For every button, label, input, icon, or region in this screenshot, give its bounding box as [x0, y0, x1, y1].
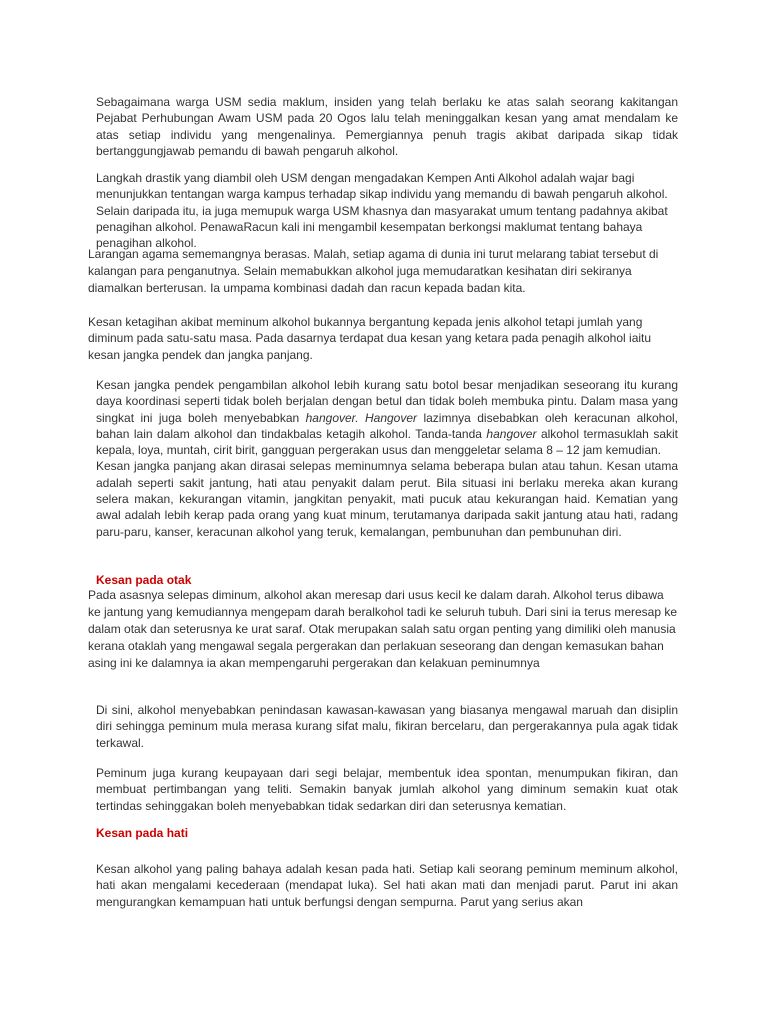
jangka-pendek-text-2: lazimnya disebabkan oleh keracunan alkohol, bahan lain dalam alkohol dan tindakbalas ketagih alkohol. Tanda-tanda — [96, 410, 678, 441]
heading-kesan-pada-hati: Kesan pada hati — [96, 826, 189, 840]
hangover-italic-1: hangover. Hangover — [305, 410, 418, 425]
paragraph-penindasan: Di sini, alkohol menyebabkan penindasan kawasan-kawasan yang biasanya mengawal maruah dan disiplin diri sehingga peminum mula merasa kurang sifat malu, fikiran bercelaru, dan pergerakannya pula agak tidak terkawal. — [96, 703, 678, 750]
jangka-panjang-text: Kesan jangka panjang akan dirasai selepas meminumnya selama beberapa bulan atau tahun. Kesan utama adalah seperti sakit jantung, hati atau penyakit dalam perut. Bila situasi ini berlaku mereka akan kurang selera makan, kekurangan vitamin, jangkitan penyakit, mati pucuk atau kekurangan haid. Kematian yang awal adalah lebih kerap pada orang yang kuat minum, terutamanya daripada sakit jantung atau hati, radang paru-paru, kanser, keracunan alkohol yang teruk, kemalangan, pembunuhan dan pembunuhan diri. — [96, 459, 678, 539]
paragraph-intro: Sebagaimana warga USM sedia maklum, insiden yang telah berlaku ke atas salah seorang kakitangan Pejabat Perhubungan Awam USM pada 20 Ogos lalu telah meninggalkan kesan yang amat mendalam ke atas setiap individu yang mengenalinya. Pemergiannya penuh tragis akibat daripada sikap tidak bertanggungjawab pemandu di bawah pengaruh alkohol. — [96, 95, 678, 158]
paragraph-kesan-otak: Pada asasnya selepas diminum, alkohol akan meresap dari usus kecil ke dalam darah. Alkohol terus dibawa ke jantung yang kemudiannya mengepam darah beralkohol tadi ke seluruh tubuh. Dari sini ia terus meresap ke dalam otak dan seterusnya ke urat saraf. Otak merupakan salah satu organ penting yang dimiliki oleh manusia kerana otaklah yang mengawal segala pergerakan dan perlakuan seseorang dan dengan kemasukan bahan asing ini ke dalamnya ia akan mempengaruhi pergerakan dan kelakuan peminumnya — [88, 588, 678, 670]
paragraph-kesan-ketagihan: Kesan ketagihan akibat meminum alkohol bukannya bergantung kepada jenis alkohol tetapi jumlah yang diminum pada satu-satu masa. Pada dasarnya terdapat dua kesan yang ketara pada penagih alkohol iaitu kesan jangka pendek dan jangka panjang. — [88, 315, 652, 362]
jangka-pendek-text-1: Kesan jangka pendek pengambilan alkohol lebih kurang satu botol besar menjadikan seseorang itu kurang daya koordinasi seperti tidak boleh berjalan dengan betul dan tidak boleh membuka pintu. Dalam masa yang singkat ini juga boleh menyebabkan — [96, 378, 678, 425]
paragraph-larangan-agama: Larangan agama sememangnya berasas. Malah, setiap agama di dunia ini turut melarang tabiat tersebut di kalangan para penganutnya. Selain memabukkan alkohol juga memudaratkan kesihatan diri sekiranya diamalkan berterusan. Ia umpama kombinasi dadah dan racun kepada badan kita. — [88, 247, 659, 295]
paragraph-kempen: Langkah drastik yang diambil oleh USM dengan mengadakan Kempen Anti Alkohol adalah wajar bagi menunjukkan tentangan warga kampus terhadap sikap individu yang memandu di bawah pengaruh alkohol. Selain daripada itu, ia juga memupuk warga USM khasnya dan masyarakat umum tentang padahnya akibat penagihan alkohol. PenawaRacun kali ini mengambil kesempatan berkongsi maklumat tentang bahaya penagihan alkohol. — [96, 171, 668, 251]
paragraph-kesan-jangka — [96, 377, 678, 540]
hangover-italic-2: hangover — [486, 426, 537, 441]
paragraph-keupayaan: Peminum juga kurang keupayaan dari segi belajar, membentuk idea spontan, menumpukan fikiran, dan membuat pertimbangan yang teliti. Semakin banyak jumlah alkohol yang diminum semakin kuat otak tertindas sehinggakan boleh menyebabkan tidak sedarkan diri dan seterusnya kematian. — [96, 766, 678, 813]
paragraph-kesan-hati: Kesan alkohol yang paling bahaya adalah kesan pada hati. Setiap kali seorang peminum meminum alkohol, hati akan mengalami kecederaan (mendapat luka). Sel hati akan mati dan menjadi parut. Parut ini akan mengurangkan kemampuan hati untuk berfungsi dengan sempurna. Parut yang serius akan — [96, 862, 678, 909]
jangka-pendek-text-3: alkohol termasuklah sakit kepala, loya, muntah, cirit birit, gangguan pergerakan usus dan menggeletar selama 8 – 12 jam kemudian. — [96, 426, 678, 458]
heading-kesan-pada-otak: Kesan pada otak — [96, 573, 192, 587]
